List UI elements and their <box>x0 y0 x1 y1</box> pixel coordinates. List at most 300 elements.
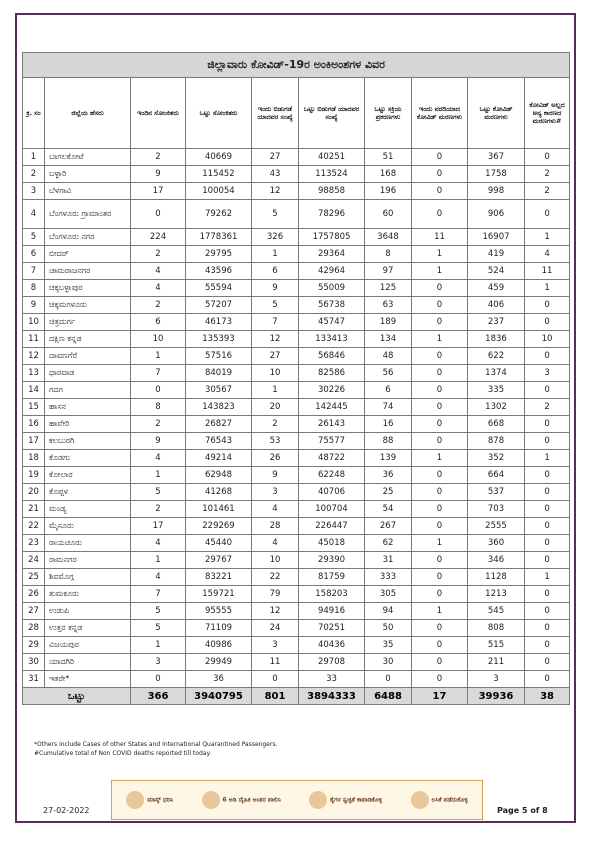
table-cell: 305 <box>365 586 412 603</box>
table-cell: 135393 <box>186 331 252 348</box>
table-cell: 0 <box>412 365 468 382</box>
table-cell: 29364 <box>299 246 365 263</box>
table-cell: 60 <box>365 200 412 229</box>
table-cell: 168 <box>365 166 412 183</box>
table-row <box>23 331 570 348</box>
banner-item-vaccine: ಲಸಿಕೆ ಪಡೆದುಕೊಳ್ಳಿ <box>411 791 468 809</box>
table-cell: 1 <box>412 535 468 552</box>
table-cell: 6 <box>131 314 186 331</box>
table-cell: 0 <box>412 183 468 200</box>
table-cell: 16907 <box>468 229 525 246</box>
table-cell: 11 <box>252 654 299 671</box>
table-cell: 56846 <box>299 348 365 365</box>
table-row <box>23 603 570 620</box>
table-cell: 26827 <box>186 416 252 433</box>
table-cell: 0 <box>525 433 570 450</box>
table-cell: 7 <box>131 586 186 603</box>
table-cell: 26 <box>252 450 299 467</box>
table-cell: 17 <box>131 183 186 200</box>
table-cell: 25 <box>23 569 45 586</box>
table-cell: 48 <box>365 348 412 365</box>
table-cell: 43596 <box>186 263 252 280</box>
table-cell: 0 <box>525 637 570 654</box>
table-cell: 459 <box>468 280 525 297</box>
table-cell: 0 <box>412 280 468 297</box>
table-cell: 0 <box>412 399 468 416</box>
table-cell: 1 <box>23 149 45 166</box>
table-cell: 12 <box>252 331 299 348</box>
table-cell: 1 <box>131 467 186 484</box>
table-cell: 360 <box>468 535 525 552</box>
table-cell: 29390 <box>299 552 365 569</box>
total-cell: 6488 <box>365 688 412 705</box>
table-cell: 133413 <box>299 331 365 348</box>
table-cell: 0 <box>412 586 468 603</box>
table-cell: 1 <box>412 450 468 467</box>
table-cell: 40669 <box>186 149 252 166</box>
table-cell: 84019 <box>186 365 252 382</box>
footnote-non-covid: #Cumulative total of Non COVID deaths reported till today. <box>34 750 212 757</box>
district-name: ಕೊಡಗು <box>45 450 131 467</box>
table-cell: 21 <box>23 501 45 518</box>
district-name: ಬೆಂಗಳೂರು ನಗರ <box>45 229 131 246</box>
table-cell: 9 <box>131 166 186 183</box>
table-cell: 196 <box>365 183 412 200</box>
table-cell: 143823 <box>186 399 252 416</box>
district-name: ಉಡುಪಿ <box>45 603 131 620</box>
table-cell: 0 <box>412 637 468 654</box>
table-cell: 43 <box>252 166 299 183</box>
table-cell: 10 <box>252 552 299 569</box>
table-cell: 27 <box>23 603 45 620</box>
table-cell: 0 <box>131 382 186 399</box>
table-cell: 3 <box>23 183 45 200</box>
total-cell: 3940795 <box>186 688 252 705</box>
vaccine-icon <box>411 791 429 809</box>
table-cell: 367 <box>468 149 525 166</box>
table-cell: 406 <box>468 297 525 314</box>
table-cell: 10 <box>252 365 299 382</box>
table-cell: 0 <box>131 671 186 688</box>
table-cell: 0 <box>525 484 570 501</box>
table-cell: 28 <box>23 620 45 637</box>
table-cell: 1 <box>412 263 468 280</box>
district-name: ಕಲಬುರಗಿ <box>45 433 131 450</box>
table-cell: 4 <box>131 450 186 467</box>
district-name: ತುಮಕೂರು <box>45 586 131 603</box>
district-name: ಬೆಂಗಳೂರು ಗ್ರಾಮಾಂತರ <box>45 200 131 229</box>
district-name: ಮಂಡ್ಯ <box>45 501 131 518</box>
table-cell: 2 <box>131 149 186 166</box>
column-header: ಇಂದಿನ ಸೋಂಕಿತರು <box>131 78 186 149</box>
table-cell: 0 <box>412 416 468 433</box>
table-cell: 0 <box>131 200 186 229</box>
table-row <box>23 586 570 603</box>
table-cell: 57516 <box>186 348 252 365</box>
table-cell: 17 <box>131 518 186 535</box>
table-cell: 83221 <box>186 569 252 586</box>
table-cell: 2 <box>131 416 186 433</box>
table-cell: 15 <box>23 399 45 416</box>
table-cell: 50 <box>365 620 412 637</box>
table-cell: 0 <box>412 382 468 399</box>
total-cell: 39936 <box>468 688 525 705</box>
table-cell: 5 <box>252 200 299 229</box>
table-cell: 5 <box>131 620 186 637</box>
table-row <box>23 620 570 637</box>
table-cell: 0 <box>525 535 570 552</box>
table-row <box>23 450 570 467</box>
district-name: ಉತ್ತರ ಕನ್ನಡ <box>45 620 131 637</box>
table-cell: 668 <box>468 416 525 433</box>
footnotes <box>34 740 277 758</box>
table-row <box>23 166 570 183</box>
table-cell: 55594 <box>186 280 252 297</box>
table-cell: 6 <box>252 263 299 280</box>
table-row <box>23 314 570 331</box>
table-cell: 4 <box>252 501 299 518</box>
table-cell: 0 <box>525 552 570 569</box>
table-row <box>23 382 570 399</box>
table-cell: 1 <box>252 246 299 263</box>
table-cell: 0 <box>412 467 468 484</box>
table-cell: 94 <box>365 603 412 620</box>
table-cell: 0 <box>525 603 570 620</box>
table-cell: 10 <box>23 314 45 331</box>
table-cell: 0 <box>525 518 570 535</box>
table-cell: 14 <box>23 382 45 399</box>
table-cell: 622 <box>468 348 525 365</box>
table-cell: 1836 <box>468 331 525 348</box>
table-cell: 0 <box>525 501 570 518</box>
table-cell: 3 <box>252 484 299 501</box>
table-cell: 30226 <box>299 382 365 399</box>
table-cell: 56738 <box>299 297 365 314</box>
table-cell: 40706 <box>299 484 365 501</box>
table-cell: 8 <box>131 399 186 416</box>
table-row <box>23 246 570 263</box>
table-cell: 5 <box>131 603 186 620</box>
table-cell: 40251 <box>299 149 365 166</box>
table-cell: 33 <box>299 671 365 688</box>
table-cell: 703 <box>468 501 525 518</box>
handwash-icon <box>309 791 327 809</box>
table-row <box>23 433 570 450</box>
table-cell: 19 <box>23 467 45 484</box>
table-cell: 70251 <box>299 620 365 637</box>
table-cell: 24 <box>23 552 45 569</box>
district-name: ಬೀದರ್ <box>45 246 131 263</box>
table-cell: 515 <box>468 637 525 654</box>
table-cell: 0 <box>525 654 570 671</box>
table-cell: 82586 <box>299 365 365 382</box>
mask-icon <box>126 791 144 809</box>
table-cell: 26 <box>23 586 45 603</box>
table-cell: 98858 <box>299 183 365 200</box>
table-cell: 5 <box>23 229 45 246</box>
table-cell: 0 <box>412 166 468 183</box>
table-cell: 45440 <box>186 535 252 552</box>
table-cell: 18 <box>23 450 45 467</box>
table-cell: 46173 <box>186 314 252 331</box>
table-cell: 0 <box>412 297 468 314</box>
table-cell: 24 <box>252 620 299 637</box>
table-cell: 1 <box>412 331 468 348</box>
district-name: ಬಾಗಲಕೋಟೆ <box>45 149 131 166</box>
table-cell: 1 <box>131 348 186 365</box>
table-cell: 0 <box>525 297 570 314</box>
total-cell: 801 <box>252 688 299 705</box>
table-cell: 524 <box>468 263 525 280</box>
table-cell: 4 <box>525 246 570 263</box>
table-cell: 0 <box>412 654 468 671</box>
total-cell: 38 <box>525 688 570 705</box>
table-cell: 22 <box>252 569 299 586</box>
table-cell: 0 <box>525 149 570 166</box>
table-cell: 352 <box>468 450 525 467</box>
column-header: ಇಂದು ಬಿಡುಗಡೆ ಯಾದವರ ಸಂಖ್ಯೆ <box>252 78 299 149</box>
table-cell: 0 <box>525 314 570 331</box>
table-cell: 54 <box>365 501 412 518</box>
table-cell: 88 <box>365 433 412 450</box>
district-name: ಚಿಕ್ಕಮಗಳೂರು <box>45 297 131 314</box>
table-row <box>23 671 570 688</box>
table-row <box>23 535 570 552</box>
table-cell: 1 <box>525 450 570 467</box>
table-cell: 0 <box>412 314 468 331</box>
table-cell: 2 <box>252 416 299 433</box>
table-cell: 55009 <box>299 280 365 297</box>
table-cell: 0 <box>412 200 468 229</box>
table-cell: 224 <box>131 229 186 246</box>
table-cell: 267 <box>365 518 412 535</box>
table-cell: 2 <box>525 183 570 200</box>
column-header: ಜಿಲ್ಲೆಯ ಹೆಸರು <box>45 78 131 149</box>
table-row <box>23 348 570 365</box>
table-cell: 29795 <box>186 246 252 263</box>
table-cell: 808 <box>468 620 525 637</box>
table-cell: 74 <box>365 399 412 416</box>
banner-item-handwash: ಕೈಗಳ ಸ್ವಚ್ಛತೆ ಕಾಪಾಡಿಕೊಳ್ಳಿ <box>309 791 382 809</box>
table-cell: 1 <box>525 280 570 297</box>
district-name: ಚಿಕ್ಕಬಳ್ಳಾಪುರ <box>45 280 131 297</box>
table-cell: 17 <box>23 433 45 450</box>
banner-item-distance: 6 ಅಡಿ ದೈಹಿಕ ಅಂತರ ಪಾಲಿಸಿ <box>202 791 281 809</box>
table-cell: 0 <box>525 620 570 637</box>
table-cell: 3 <box>252 637 299 654</box>
table-cell: 101461 <box>186 501 252 518</box>
table-row <box>23 501 570 518</box>
table-row <box>23 200 570 229</box>
table-cell: 62 <box>365 535 412 552</box>
table-cell: 36 <box>186 671 252 688</box>
table-cell: 211 <box>468 654 525 671</box>
table-cell: 11 <box>412 229 468 246</box>
table-cell: 0 <box>525 200 570 229</box>
table-cell: 56 <box>365 365 412 382</box>
table-row <box>23 399 570 416</box>
table-cell: 229269 <box>186 518 252 535</box>
table-cell: 906 <box>468 200 525 229</box>
table-cell: 75577 <box>299 433 365 450</box>
table-cell: 1778361 <box>186 229 252 246</box>
table-cell: 0 <box>525 467 570 484</box>
table-cell: 0 <box>365 671 412 688</box>
table-cell: 878 <box>468 433 525 450</box>
table-cell: 76543 <box>186 433 252 450</box>
banner-item-mask: ಮಾಸ್ಕ್ ಧರಿಸಿ <box>126 791 173 809</box>
table-cell: 25 <box>365 484 412 501</box>
table-cell: 419 <box>468 246 525 263</box>
table-cell: 79 <box>252 586 299 603</box>
column-header: ಒಟ್ಟು ಸಕ್ರಿಯ ಪ್ರಕರಣಗಳು <box>365 78 412 149</box>
district-name: ಬಳ್ಳಾರಿ <box>45 166 131 183</box>
table-cell: 3648 <box>365 229 412 246</box>
table-cell: 0 <box>525 382 570 399</box>
table-cell: 71109 <box>186 620 252 637</box>
table-cell: 1128 <box>468 569 525 586</box>
awareness-banner <box>111 780 483 820</box>
table-cell: 2555 <box>468 518 525 535</box>
table-cell: 45747 <box>299 314 365 331</box>
column-header: ಇಂದು ವರದಿಯಾದ ಕೋವಿಡ್ ಮರಣಗಳು <box>412 78 468 149</box>
table-cell: 9 <box>23 297 45 314</box>
table-cell: 10 <box>525 331 570 348</box>
table-cell: 8 <box>23 280 45 297</box>
table-cell: 6 <box>23 246 45 263</box>
table-cell: 31 <box>23 671 45 688</box>
header-row <box>23 78 570 149</box>
table-cell: 9 <box>252 467 299 484</box>
table-title: ಜಿಲ್ಲಾವಾರು ಕೋವಿಡ್-19ರ ಅಂಕಿಅಂಶಗಳ ವಿವರ <box>23 53 570 78</box>
district-name: ದಕ್ಷಿಣ ಕನ್ನಡ <box>45 331 131 348</box>
table-cell: 6 <box>365 382 412 399</box>
table-cell: 3 <box>131 654 186 671</box>
table-cell: 1 <box>412 246 468 263</box>
district-name: ಬೆಳಗಾವಿ <box>45 183 131 200</box>
table-row <box>23 229 570 246</box>
column-header: ಒಟ್ಟು ಸೋಂಕಿತರು <box>186 78 252 149</box>
table-cell: 41268 <box>186 484 252 501</box>
distance-icon <box>202 791 220 809</box>
total-cell: 3894333 <box>299 688 365 705</box>
district-name: ದಾವಣಗೆರೆ <box>45 348 131 365</box>
table-cell: 8 <box>365 246 412 263</box>
table-cell: 30 <box>365 654 412 671</box>
table-cell: 28 <box>252 518 299 535</box>
table-cell: 0 <box>525 671 570 688</box>
table-cell: 100054 <box>186 183 252 200</box>
district-name: ಮೈಸೂರು <box>45 518 131 535</box>
report-date: 27-02-2022 <box>43 806 90 815</box>
table-row <box>23 484 570 501</box>
table-cell: 22 <box>23 518 45 535</box>
district-name: ರಾಮನಗರ <box>45 552 131 569</box>
table-cell: 20 <box>252 399 299 416</box>
table-cell: 95555 <box>186 603 252 620</box>
table-cell: 537 <box>468 484 525 501</box>
table-row <box>23 183 570 200</box>
district-name: ಗದಗ <box>45 382 131 399</box>
table-cell: 1374 <box>468 365 525 382</box>
table-cell: 27 <box>252 348 299 365</box>
table-cell: 0 <box>252 671 299 688</box>
table-cell: 4 <box>131 280 186 297</box>
table-cell: 0 <box>412 569 468 586</box>
table-cell: 9 <box>131 433 186 450</box>
table-row <box>23 569 570 586</box>
table-cell: 12 <box>252 603 299 620</box>
table-cell: 1302 <box>468 399 525 416</box>
table-cell: 29767 <box>186 552 252 569</box>
table-cell: 4 <box>252 535 299 552</box>
table-cell: 79262 <box>186 200 252 229</box>
table-cell: 53 <box>252 433 299 450</box>
table-cell: 3 <box>468 671 525 688</box>
table-cell: 333 <box>365 569 412 586</box>
column-header: ಕ್ರ. ಸಂ <box>23 78 45 149</box>
district-name: ಕೋಲಾರ <box>45 467 131 484</box>
table-cell: 29708 <box>299 654 365 671</box>
table-cell: 0 <box>525 416 570 433</box>
district-name: ವಿಜಯಪುರ <box>45 637 131 654</box>
table-row <box>23 416 570 433</box>
total-label: ಒಟ್ಟು <box>23 688 131 705</box>
table-cell: 226447 <box>299 518 365 535</box>
district-name: ಶಿವಮೊಗ್ಗ <box>45 569 131 586</box>
page-number: Page 5 of 8 <box>497 806 548 815</box>
table-cell: 0 <box>525 586 570 603</box>
table-cell: 94916 <box>299 603 365 620</box>
table-cell: 134 <box>365 331 412 348</box>
district-name: ಧಾರವಾಡ <box>45 365 131 382</box>
table-cell: 0 <box>412 348 468 365</box>
table-cell: 29 <box>23 637 45 654</box>
table-cell: 7 <box>252 314 299 331</box>
table-cell: 13 <box>23 365 45 382</box>
table-cell: 1 <box>525 229 570 246</box>
table-cell: 42964 <box>299 263 365 280</box>
table-row <box>23 149 570 166</box>
table-cell: 9 <box>252 280 299 297</box>
table-cell: 11 <box>23 331 45 348</box>
district-name: ಕೊಪ್ಪಳ <box>45 484 131 501</box>
district-name: ಚಾಮರಾಜನಗರ <box>45 263 131 280</box>
table-cell: 2 <box>525 166 570 183</box>
table-cell: 139 <box>365 450 412 467</box>
table-cell: 2 <box>131 246 186 263</box>
table-cell: 7 <box>23 263 45 280</box>
table-cell: 0 <box>412 501 468 518</box>
table-cell: 63 <box>365 297 412 314</box>
table-cell: 5 <box>131 484 186 501</box>
table-cell: 125 <box>365 280 412 297</box>
table-cell: 0 <box>525 348 570 365</box>
table-cell: 31 <box>365 552 412 569</box>
table-cell: 100704 <box>299 501 365 518</box>
table-cell: 0 <box>412 552 468 569</box>
table-cell: 113524 <box>299 166 365 183</box>
table-cell: 16 <box>365 416 412 433</box>
table-cell: 664 <box>468 467 525 484</box>
table-cell: 40436 <box>299 637 365 654</box>
column-header: ಕೋವಿಡ್ ಅಲ್ಲದ ಅನ್ಯ ಕಾರಣದ ಮರಣಗಳು# <box>525 78 570 149</box>
table-cell: 545 <box>468 603 525 620</box>
table-cell: 97 <box>365 263 412 280</box>
table-cell: 45018 <box>299 535 365 552</box>
table-cell: 2 <box>525 399 570 416</box>
table-cell: 51 <box>365 149 412 166</box>
